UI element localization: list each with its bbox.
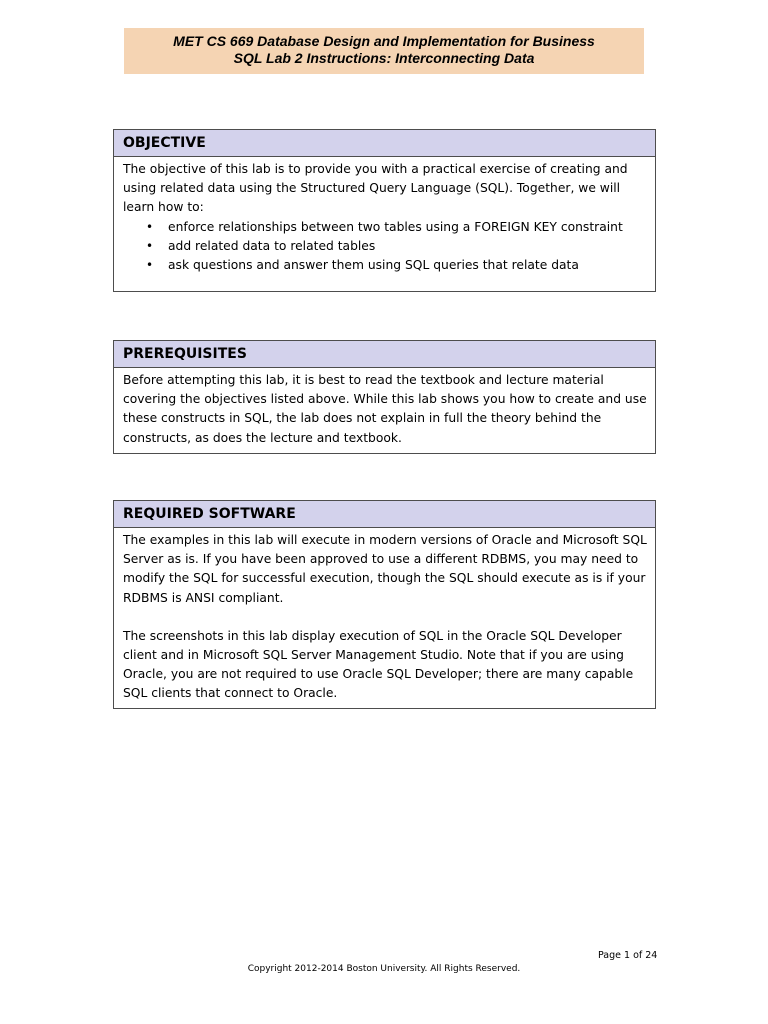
required-software-section	[113, 500, 656, 709]
objective-intro: The objective of this lab is to provide you with a practical exercise of creating and using related data using the Structured Query Language (SQL). Together, we will learn how to:	[123, 162, 628, 215]
bullet-text: add related data to related tables	[168, 238, 376, 253]
list-item	[123, 218, 649, 237]
required-software-body	[114, 528, 655, 710]
prerequisites-text: Before attempting this lab, it is best to read the textbook and lecture material covering the objectives listed above. While this lab shows you how to create and use these constructs in SQL, the lab does not explain in full the theory behind the constructs, as does the lecture and textbook.	[123, 373, 647, 445]
list-item	[123, 237, 649, 256]
objective-section	[113, 129, 656, 292]
course-title: MET CS 669 Database Design and Implementation for Business	[173, 33, 595, 49]
bullet-text: enforce relationships between two tables using a FOREIGN KEY constraint	[168, 219, 623, 234]
prerequisites-heading: PREREQUISITES	[114, 341, 655, 368]
bullet-icon: •	[146, 238, 154, 253]
required-software-heading: REQUIRED SOFTWARE	[114, 501, 655, 528]
prerequisites-body	[114, 368, 655, 454]
prerequisites-section	[113, 340, 656, 454]
page-number: Page 1 of 24	[598, 950, 658, 961]
objective-body	[114, 157, 655, 281]
bullet-icon: •	[146, 258, 154, 273]
paragraph-spacer	[123, 608, 649, 627]
objective-heading: OBJECTIVE	[114, 130, 655, 157]
bullet-icon: •	[146, 219, 154, 234]
bullet-text: ask questions and answer them using SQL queries that relate data	[168, 258, 579, 273]
list-item	[123, 256, 649, 275]
software-paragraph-2: The screenshots in this lab display execution of SQL in the Oracle SQL Developer client and in Microsoft SQL Server Management Studio. Note that if you are using Oracle, you are not required to use Oracle SQL Developer; there are many capable SQL clients that connect to Oracle.	[123, 628, 634, 701]
copyright-notice: Copyright 2012-2014 Boston University. All Rights Reserved.	[247, 964, 521, 974]
software-paragraph-1: The examples in this lab will execute in modern versions of Oracle and Microsoft SQL Server as is. If you have been approved to use a different RDBMS, you may need to modify the SQL for successful execution, though the SQL should execute as is if your RDBMS is ANSI compliant.	[123, 533, 647, 605]
objective-bullet-list	[123, 218, 649, 276]
document-header-banner	[124, 28, 644, 74]
lab-title: SQL Lab 2 Instructions: Interconnecting Data	[233, 50, 535, 66]
